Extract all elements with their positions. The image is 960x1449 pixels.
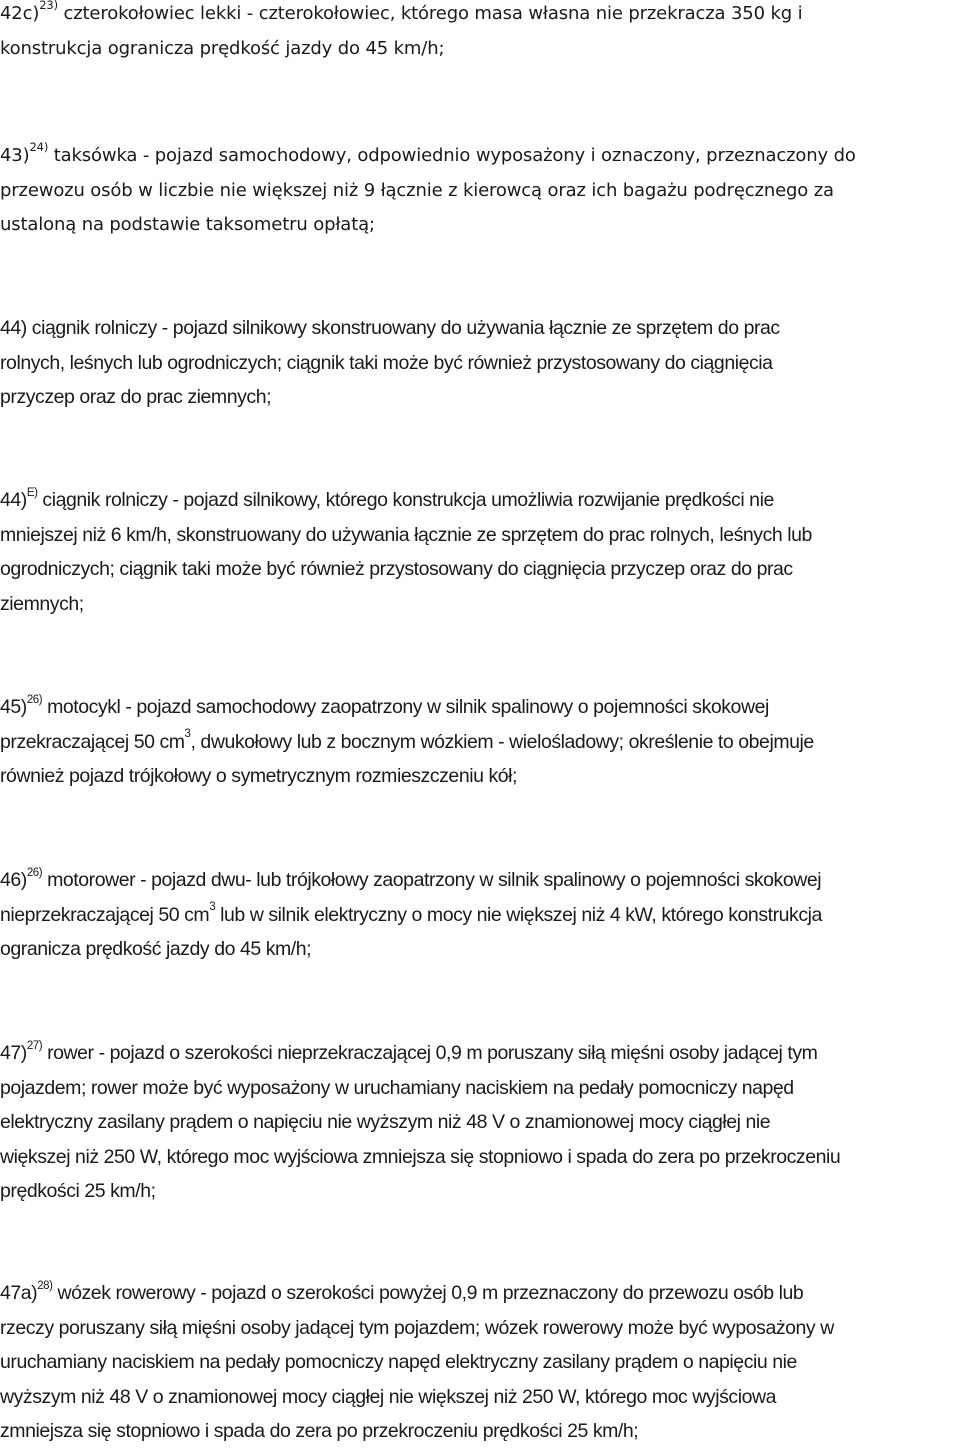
definition-line: wyższym niż 48 V o znamionowej mocy ciągłej nie większej niż 250 W, którego moc wyjściowa (0, 1385, 777, 1408)
definition-42c (0, 0, 802, 66)
definition-43 (0, 139, 856, 243)
definition-line: nieprzekraczającej 50 $cm^3$ lub w silnik elektryczny o mocy nie większej niż 4 kW, którego konstrukcja (0, 901, 822, 926)
definition-number: 47) (0, 1042, 27, 1064)
definition-line: mniejszej niż 6 km/h, skonstruowany do używania łącznie ze sprzętem do prac rolnych, leśnych lub (0, 523, 812, 546)
definition-number: 45) (0, 696, 27, 718)
footnote-ref[interactable]: 23) (39, 0, 58, 12)
footnote-ref[interactable]: 26) (26, 866, 43, 879)
definition-line: 44)$^{E)}$ ciągnik rolniczy - pojazd silnikowy, którego konstrukcja umożliwia rozwijanie prędkości nie (0, 486, 774, 511)
definition-line: przyczep oraz do prac ziemnych; (0, 386, 272, 408)
definition-46 (0, 863, 822, 967)
definition-line: 43)$^{24)}$ taksówka - pojazd samochodowy, odpowiednio wyposażony i oznaczony, przeznaczony do (0, 140, 856, 166)
definition-44 (0, 311, 780, 415)
definition-line: rolnych, leśnych lub ogrodniczych; ciągnik taki może być również przystosowany do ciągnięcia (0, 351, 773, 374)
definition-47 (0, 1036, 840, 1209)
definition-line: zmniejsza się stopniowo i spada do zera po przekroczeniu prędkości 25 km/h; (0, 1420, 639, 1442)
definition-line: rzeczy poruszany siłą mięśni osoby jadącej tym pojazdem; wózek rowerowy może być wyposażony w (0, 1316, 834, 1339)
definition-number: 44) (0, 317, 27, 339)
definition-line: przewozu osób w liczbie nie większej niż 9 łącznie z kierowcą oraz ich bagażu podręcznego za (0, 179, 834, 201)
definition-line: elektryczny zasilany prądem o napięciu nie wyższym niż 48 V o znamionowej mocy ciągłej nie (0, 1111, 771, 1133)
footnote-ref[interactable]: 28) (37, 1279, 53, 1292)
definition-line: 46)$^{26)}$ motorower - pojazd dwu- lub trójkołowy zaopatrzony w silnik spalinowy o pojemności skokowej (0, 866, 822, 891)
footnote-ref[interactable]: 26) (26, 693, 43, 706)
definition-line: 44) ciągnik rolniczy - pojazd silnikowy skonstruowany do używania łącznie ze sprzętem do prac (0, 317, 780, 339)
definition-45 (0, 690, 814, 794)
definition-line: ziemnych; (0, 592, 84, 615)
definition-line: uruchamiany naciskiem na pedały pomocniczy napęd elektryczny zasilany prądem o napięciu nie (0, 1351, 797, 1373)
unit-exponent: 3 (209, 901, 216, 913)
unit-exponent: 3 (184, 728, 191, 740)
definition-44-e (0, 483, 812, 621)
footnote-ref[interactable]: E) (26, 486, 38, 499)
definition-line: również pojazd trójkołowy o symetrycznym rozmieszczeniu kół; (0, 765, 518, 787)
definition-line: przekraczającej 50 $cm^3$, dwukołowy lub z bocznym wózkiem - wielośladowy; określenie to obejmuje (0, 728, 814, 753)
definition-number: 47a) (0, 1282, 38, 1304)
definition-line: ogranicza prędkość jazdy do 45 km/h; (0, 938, 312, 960)
definition-number: 44) (0, 489, 27, 511)
definition-line: większej niż 250 W, którego moc wyjściowa zmniejsza się stopniowo i spada do zera po przekroczeniu (0, 1145, 841, 1168)
definition-number: 46) (0, 869, 27, 891)
definition-line: prędkości 25 km/h; (0, 1180, 156, 1202)
footnote-ref[interactable]: 24) (29, 140, 49, 154)
definition-47a (0, 1276, 834, 1449)
definition-line: konstrukcja ogranicza prędkość jazdy do 45 km/h; (0, 37, 445, 59)
definition-number: 42c) (0, 3, 40, 24)
definition-line: 45)$^{26)}$ motocykl - pojazd samochodowy zaopatrzony w silnik spalinowy o pojemności skokowej (0, 693, 769, 718)
definition-number: 43) (0, 145, 30, 166)
definition-line: 42c)$^{23)}$ czterokołowiec lekki - czterokołowiec, którego masa własna nie przekracza 350 kg i (0, 0, 803, 24)
definition-line: ogrodniczych; ciągnik taki może być również przystosowany do ciągnięcia przyczep oraz do prac (0, 558, 793, 580)
footnote-ref[interactable]: 27) (26, 1039, 43, 1052)
definition-line: pojazdem; rower może być wyposażony w uruchamiany naciskiem na pedały pomocniczy napęd (0, 1076, 794, 1099)
definition-line: ustaloną na podstawie taksometru opłatą; (0, 214, 375, 235)
definition-line: 47a)$^{28)}$ wózek rowerowy - pojazd o szerokości powyżej 0,9 m przeznaczony do przewozu osób lub (0, 1279, 804, 1304)
definition-line: 47)$^{27)}$ rower - pojazd o szerokości nieprzekraczającej 0,9 m poruszany siłą mięśni osoby jadącej tym (0, 1039, 818, 1064)
